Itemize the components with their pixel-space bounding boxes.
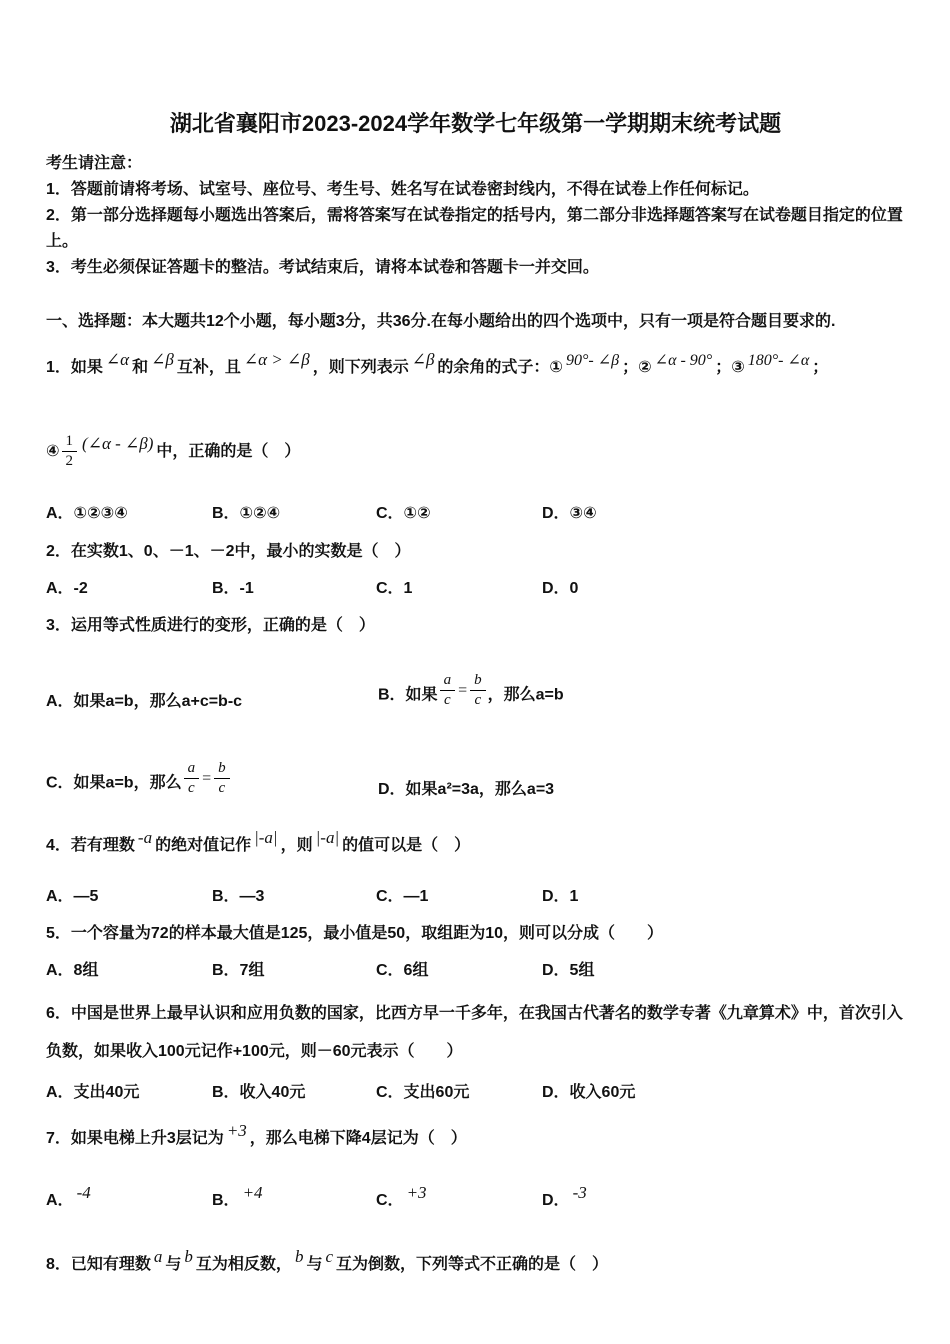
fraction-numerator: b <box>470 673 486 692</box>
question-4-text <box>46 827 905 864</box>
section-heading: 一、选择题：本大题共12个小题，每小题3分，共36分.在每小题给出的四个选项中，只有一项是符合题目要求的. <box>46 313 836 330</box>
option-a: A．-2 <box>46 580 88 597</box>
option-d: D．1 <box>542 888 579 905</box>
fraction-b-over-c <box>214 761 230 798</box>
math-c: c <box>325 1247 333 1266</box>
option-c-label: C． <box>376 1192 404 1209</box>
option-a-label: A． <box>46 1192 74 1209</box>
question-2-text: 2．在实数1、0、－1、－2中，最小的实数是（ ） <box>46 543 411 560</box>
option-b <box>378 671 905 714</box>
option-b: B．-1 <box>212 580 254 597</box>
math-expression-3: 180°- ∠α <box>747 352 810 369</box>
option-a: A．支出40元 <box>46 1084 140 1101</box>
question-8-text: 互为倒数，下列等式不正确的是（ ） <box>336 1256 609 1273</box>
question-1-text: ； <box>812 359 829 376</box>
option-c: C．①② <box>376 505 431 522</box>
option-a: A．—5 <box>46 888 99 905</box>
math-fraction-half <box>62 434 78 471</box>
math-fraction-equation <box>182 761 232 798</box>
fraction-denominator: c <box>443 692 451 709</box>
option-c <box>46 759 378 802</box>
option-a: A．①②③④ <box>46 505 128 522</box>
math-expression-2: ∠α - 90° <box>654 352 713 369</box>
fraction-denominator: 2 <box>65 453 74 470</box>
math-angle-beta: ∠β <box>151 350 174 369</box>
equals-sign: = <box>458 681 468 699</box>
math-angle-alpha: ∠α <box>105 350 130 369</box>
question-1-text: ；③ <box>715 359 745 376</box>
fraction-b-over-c <box>470 673 486 710</box>
math-expression-1: 90°- ∠β <box>565 352 620 369</box>
notice-item-3: 3．考生必须保证答题卡的整洁。考试结束后，请将本试卷和答题卡一并交回。 <box>46 259 599 276</box>
option-d: D．③④ <box>542 505 597 522</box>
option-b-label: B．如果 <box>378 685 438 703</box>
fraction-numerator: a <box>440 673 456 692</box>
math-inequality: ∠α > ∠β <box>243 350 310 369</box>
math-plus-3: +3 <box>406 1183 427 1202</box>
option-c: C．支出60元 <box>376 1084 470 1101</box>
fraction-denominator: c <box>474 692 482 709</box>
question-1-text: 互补，且 <box>176 359 241 376</box>
math-fraction-equation <box>438 673 488 710</box>
question-8-text: 与 <box>165 1256 182 1273</box>
question-8-text: 与 <box>306 1256 323 1273</box>
question-7-text <box>46 1120 905 1157</box>
math-b: b <box>294 1247 304 1266</box>
option-d-label: D． <box>542 1192 570 1209</box>
option-b <box>212 1183 376 1218</box>
option-b: B．①②④ <box>212 505 281 522</box>
option-b: B．收入40元 <box>212 1084 306 1101</box>
option-c-label: C．如果a=b，那么 <box>46 773 182 791</box>
option-c: C．1 <box>376 580 413 597</box>
question-1-text: ，则下列表示 <box>312 359 409 376</box>
option-b-label: B． <box>212 1192 240 1209</box>
paper-title: 湖北省襄阳市2023-2024学年数学七年级第一学期期末统考试题 <box>169 111 782 136</box>
question-7-text: 7．如果电梯上升3层记为 <box>46 1130 224 1147</box>
question-8-text: 8．已知有理数 <box>46 1256 151 1273</box>
question-1-text: 1．如果 <box>46 359 103 376</box>
question-3-options-row-1 <box>46 651 905 713</box>
fraction-a-over-c <box>184 761 200 798</box>
question-4-text: 4．若有理数 <box>46 837 135 854</box>
math-a: a <box>153 1247 163 1266</box>
option-d <box>542 1183 905 1218</box>
question-5-text: 5．一个容量为72的样本最大值是125，最小值是50，取组距为10，则可以分成（ ） <box>46 925 663 942</box>
question-1-text: ④ <box>46 443 60 460</box>
question-1-text: 中，正确的是（ ） <box>156 443 301 460</box>
question-3-text: 3．运用等式性质进行的变形，正确的是（ ） <box>46 617 375 634</box>
question-6-text: 6．中国是世界上最早认识和应用负数的国家，比西方早一千多年，在我国古代著名的数学专著《九章算术》中，首次引入负数，如果收入100元记作+100元，则－60元表示（ ） <box>46 1005 903 1060</box>
question-6-options <box>46 1082 905 1104</box>
option-a: A．8组 <box>46 962 99 979</box>
question-1-line-2 <box>46 428 905 475</box>
equals-sign: = <box>202 769 212 787</box>
question-4-text: 的值可以是（ ） <box>342 837 471 854</box>
math-plus-4: +4 <box>242 1183 263 1202</box>
option-d: D．收入60元 <box>542 1084 636 1101</box>
option-d: D．5组 <box>542 962 595 979</box>
question-1-line-1 <box>46 349 905 386</box>
option-b: B．7组 <box>212 962 265 979</box>
question-1-text: 的余角的式子：① <box>437 359 563 376</box>
question-7-text: ，那么电梯下降4层记为（ ） <box>249 1130 467 1147</box>
question-7-options <box>46 1183 905 1218</box>
notice-item-2: 2．第一部分选择题每小题选出答案后，需将答案写在试卷指定的括号内，第二部分非选择题答案写在试卷题目指定的位置上。 <box>46 207 903 250</box>
fraction-numerator: 1 <box>62 434 78 453</box>
option-a <box>46 1183 212 1218</box>
math-neg-3: -3 <box>572 1183 587 1202</box>
math-b: b <box>184 1247 193 1266</box>
option-c: C．6组 <box>376 962 429 979</box>
fraction-a-over-c <box>440 673 456 710</box>
question-4-options <box>46 886 905 908</box>
question-1-text: ；② <box>622 359 652 376</box>
option-d: D．如果a²=3a，那么a=3 <box>378 781 555 798</box>
option-d: D．0 <box>542 580 579 597</box>
option-b-tail: ，那么a=b <box>487 685 564 703</box>
question-1-options <box>46 503 905 525</box>
question-3-options-row-2 <box>46 737 905 801</box>
option-b: B．—3 <box>212 888 265 905</box>
notice-item-1: 1．答题前请将考场、试室号、座位号、考生号、姓名写在试卷密封线内，不得在试卷上作任何标记。 <box>46 181 759 198</box>
option-c: C．—1 <box>376 888 429 905</box>
math-angle-beta: ∠β <box>411 350 435 369</box>
fraction-denominator: c <box>187 780 195 797</box>
question-2-options <box>46 578 905 600</box>
fraction-denominator: c <box>218 780 226 797</box>
math-neg-4: -4 <box>76 1183 91 1202</box>
math-abs-neg-a: |-a| <box>315 828 340 847</box>
question-4-text: 的绝对值记作 <box>155 837 252 854</box>
math-plus-3: +3 <box>226 1121 247 1140</box>
notice-heading: 考生请注意： <box>46 155 143 172</box>
fraction-numerator: b <box>214 761 230 780</box>
math-expression-4: (∠α - ∠β) <box>82 434 154 453</box>
question-8-text <box>46 1246 905 1283</box>
question-1-text: 和 <box>132 359 149 376</box>
question-5-options <box>46 960 905 982</box>
fraction-numerator: a <box>184 761 200 780</box>
option-a: A．如果a=b，那么a+c=b-c <box>46 693 243 710</box>
option-c <box>376 1183 542 1218</box>
math-neg-a: -a <box>137 828 153 847</box>
question-4-text: ，则 <box>280 837 313 854</box>
math-abs-neg-a: |-a| <box>254 828 278 847</box>
question-8-text: 互为相反数， <box>195 1256 292 1273</box>
